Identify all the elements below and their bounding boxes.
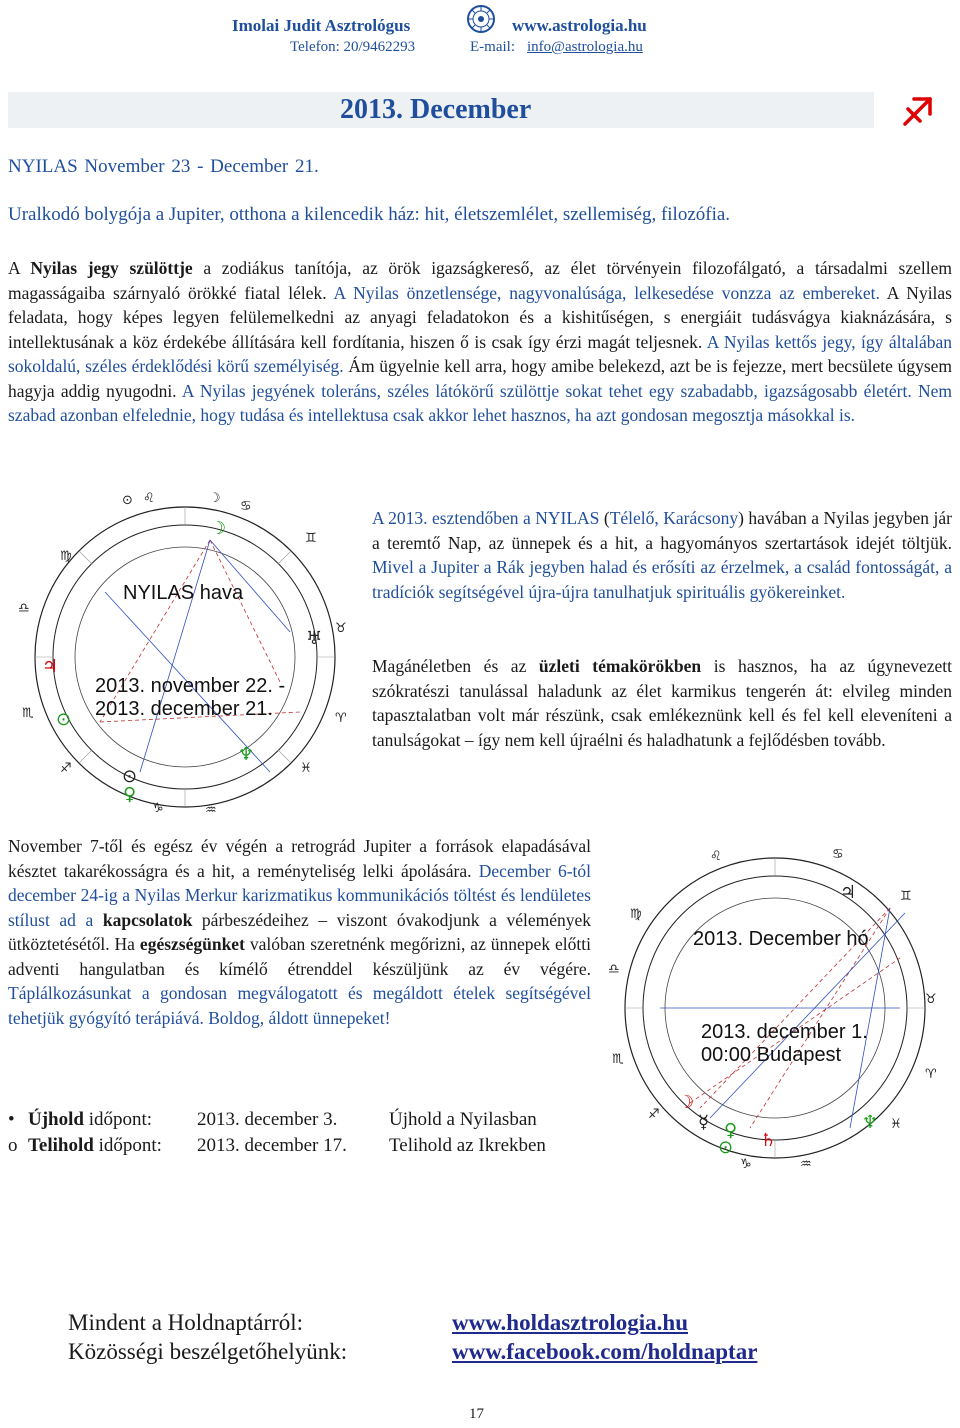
year-paragraph: A 2013. esztendőben a NYILAS (Télelő, Karácsony) havában a Nyilas jegyben jár a teremtő Nap, az ünnepek és a hit, a hagyományos szertartások idejét töltjük. Mivel a Jupiter a Rák jegyben halad és erősíti az érzelmek, a család fontosságát, a tradíciók segítségével újra-újra tanulhatjuk spirituális gyökereinket.	[372, 508, 952, 602]
footer-label-1: Mindent a Holdnaptárról:	[68, 1310, 304, 1335]
svg-text:♏: ♏	[22, 706, 34, 721]
page-title: 2013. December	[340, 94, 532, 125]
author-name: Imolai Judit Asztrológus	[232, 16, 411, 35]
sign-dates: NYILAS November 23 - December 21.	[8, 156, 319, 177]
svg-text:♅: ♅	[306, 628, 323, 649]
svg-text:♄: ♄	[760, 1130, 777, 1151]
svg-text:☽: ☽	[678, 1092, 695, 1113]
chart1-title: NYILAS hava	[123, 582, 244, 604]
svg-text:♈: ♈	[335, 711, 347, 726]
svg-text:♎: ♎	[18, 601, 30, 616]
footer-link-facebook[interactable]: www.facebook.com/holdnaptar	[452, 1339, 758, 1364]
svg-text:♓: ♓	[890, 1117, 902, 1132]
header-email-label: E-mail:	[470, 39, 515, 55]
sagittarius-icon	[900, 94, 936, 133]
intro-paragraph: A Nyilas jegy szülöttje a zodiákus tanítója, az örök igazságkereső, az élet törvényein filozofálgató, a társadalmi szellem magasságaiba szárnyaló örökké fiatal lélek. A Nyilas önzetlensége, nagyvonalúsága, lelkesedése vonzza az embereket. A Nyilas feladata, hogy képes legyen felülemelkedni az anyagi feladatokon és a kishitűségen, s energiáit tudásvágya kiaknázására, s intellektusának a köz érdekébe állítására kell fordítania, hiszen ő is csak így érzi magát teljesnek. A Nyilas kettős jegy, így általában sokoldalú, széles érdeklődési körű személyiség. Ám ügyelnie kell arra, hogy amibe belekezd, azt be is fejezze, mert becsülete úgysem hagyja addig nyugodni. A Nyilas jegyének toleráns, széles látókörű szülöttje sokat tehet egy szabadabb, igazságosabb életért. Nem szabad azonban elfelednie, hogy tudása és intellektusa csak akkor lehet hasznos, ha azt gondosan megosztja másokkal is.	[8, 258, 953, 425]
business-paragraph: Magánéletben és az üzleti témakörökben is hasznos, ha az úgynevezett szókratészi tanulással haladunk az élet karmikus tengerén át: elvileg minden tapasztalatban volt már részünk, csak emlékeznünk kell és fel kell eleveníteni a tanulságokat – így nem kell újraélni és haladhatunk a fejlődésben tovább.	[372, 656, 952, 750]
natal-chart-december	[600, 838, 950, 1178]
svg-text:♊: ♊	[900, 889, 912, 904]
header-email[interactable]: info@astrologia.hu	[527, 39, 643, 55]
svg-text:♍: ♍	[60, 549, 72, 564]
svg-text:♓: ♓	[300, 761, 312, 776]
svg-text:♒: ♒	[205, 803, 217, 818]
svg-text:♃: ♃	[42, 656, 59, 677]
full-moon-bullet: o	[8, 1135, 18, 1156]
svg-text:♌: ♌	[143, 491, 155, 506]
svg-text:♏: ♏	[612, 1052, 624, 1067]
ruler-line: Uralkodó bolygója a Jupiter, otthona a kilencedik ház: hit, életszemlélet, szellemiség, filozófia.	[8, 204, 731, 225]
full-moon-row: o Telihold időpont:	[8, 1135, 162, 1156]
svg-text:♋: ♋	[240, 499, 252, 514]
natal-chart-november	[10, 482, 360, 832]
svg-text:♋: ♋	[832, 847, 844, 862]
svg-text:⊙: ⊙	[122, 766, 138, 787]
svg-text:♍: ♍	[630, 907, 642, 922]
svg-text:♒: ♒	[800, 1157, 812, 1172]
svg-text:♐: ♐	[60, 761, 72, 776]
full-moon-desc: Telihold az Ikrekben	[389, 1135, 546, 1156]
logo-icon	[466, 4, 496, 39]
footer-label-2: Közösségi beszélgetőhelyünk:	[68, 1339, 348, 1364]
svg-text:♉: ♉	[335, 621, 347, 636]
new-moon-row: • Újhold időpont:	[8, 1109, 153, 1130]
chart2-date: 2013. december 1.	[701, 1021, 868, 1043]
svg-text:⊙: ⊙	[56, 709, 72, 730]
svg-text:♑: ♑	[740, 1157, 752, 1172]
new-moon-bullet: •	[8, 1109, 15, 1130]
svg-text:☽: ☽	[210, 518, 227, 539]
chart1-date-end: 2013. december 21.	[95, 698, 273, 720]
header-phone: Telefon: 20/9462293	[290, 39, 416, 55]
chart1-date-start: 2013. november 22. -	[95, 675, 286, 697]
svg-text:♀: ♀	[123, 784, 137, 805]
jupiter-paragraph: November 7-től és egész év végén a retrográd Jupiter a források elapadásával késztet takarékosságra és a hit, a reményteliség lelki ápolására. December 6-tól december 24-ig a Nyilas Merkur karizmatikus kommunikációs töltést és lendületes stílust ad a kapcsolatok párbeszédeihez – viszont óvakodjunk a vélemények ütköztetésétől. Ha egészségünket valóban szeretnénk megőrizni, az ünnepek előtti adventi hangulatban és kímélő étrenddel készüljünk az év végére. Táplálkozásunkat a gondosan megválogatott és megáldott ételek segítségével tehetjük gyógyító terápiává. Boldog, áldott ünnepeket!	[8, 836, 592, 1028]
svg-text:♃: ♃	[840, 882, 857, 903]
svg-text:⊙: ⊙	[122, 493, 133, 508]
chart2-title: 2013. December hó	[693, 928, 869, 950]
svg-text:♉: ♉	[925, 992, 937, 1007]
svg-text:♐: ♐	[648, 1107, 660, 1122]
svg-text:♊: ♊	[305, 531, 317, 546]
svg-text:♆: ♆	[238, 744, 255, 765]
page-number: 17	[469, 1406, 484, 1422]
svg-text:♀: ♀	[724, 1120, 738, 1141]
full-moon-date: 2013. december 17.	[197, 1135, 347, 1156]
footer-link-website[interactable]: www.holdasztrologia.hu	[452, 1310, 689, 1335]
new-moon-date: 2013. december 3.	[197, 1109, 338, 1130]
svg-text:⊙: ⊙	[718, 1137, 734, 1158]
svg-text:♎: ♎	[608, 962, 620, 977]
svg-text:♑: ♑	[152, 801, 164, 816]
new-moon-desc: Újhold a Nyilasban	[389, 1109, 537, 1130]
svg-text:☿: ☿	[698, 1112, 710, 1133]
chart2-time-place: 00:00 Budapest	[701, 1044, 842, 1066]
header-website[interactable]: www.astrologia.hu	[512, 16, 647, 35]
svg-text:☽: ☽	[209, 491, 221, 506]
svg-text:♌: ♌	[710, 849, 722, 864]
svg-text:♈: ♈	[925, 1067, 937, 1082]
svg-text:♆: ♆	[862, 1112, 879, 1133]
